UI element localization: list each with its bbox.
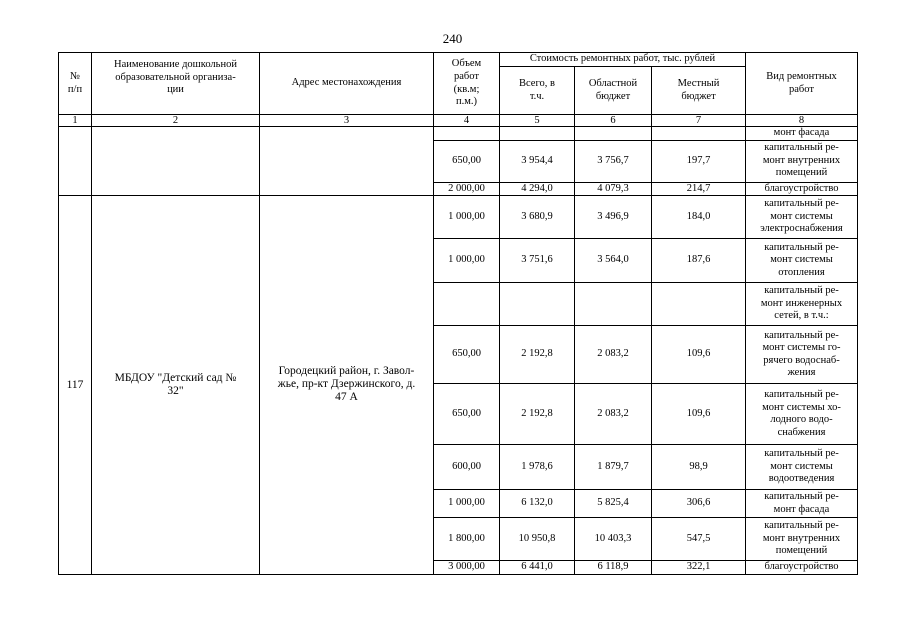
total-cell: 6 132,0 bbox=[500, 490, 575, 518]
local-cell: 98,9 bbox=[652, 445, 746, 490]
local-cell: 214,7 bbox=[652, 182, 746, 196]
volume-cell: 650,00 bbox=[434, 140, 500, 182]
work-type-cell: капитальный ре- монт системы отопления bbox=[746, 239, 858, 283]
volume-cell: 650,00 bbox=[434, 384, 500, 445]
regional-cell: 3 496,9 bbox=[575, 196, 652, 239]
col-number: 3 bbox=[260, 115, 434, 127]
volume-cell: 1 800,00 bbox=[434, 518, 500, 561]
work-type-cell: капитальный ре- монт системы го- рячего водоснаб- жения bbox=[746, 326, 858, 384]
total-cell: 10 950,8 bbox=[500, 518, 575, 561]
entry-address: Городецкий район, г. Завол- жье, пр-кт Дзержинского, д. 47 А bbox=[260, 196, 434, 575]
header-name: Наименование дошкольной образовательной организа- ции bbox=[92, 53, 260, 115]
total-cell: 3 954,4 bbox=[500, 140, 575, 182]
work-type-cell: капитальный ре- монт фасада bbox=[746, 490, 858, 518]
work-type-cell: капитальный ре- монт инженерных сетей, в т.ч.: bbox=[746, 283, 858, 326]
local-cell bbox=[652, 127, 746, 141]
prev-name-cell bbox=[92, 127, 260, 196]
total-cell bbox=[500, 127, 575, 141]
local-cell: 322,1 bbox=[652, 561, 746, 575]
regional-cell: 6 118,9 bbox=[575, 561, 652, 575]
work-type-cell: капитальный ре- монт внутренних помещений bbox=[746, 518, 858, 561]
work-type-cell: благоустройство bbox=[746, 182, 858, 196]
regional-cell: 5 825,4 bbox=[575, 490, 652, 518]
total-cell: 2 192,8 bbox=[500, 384, 575, 445]
header-local: Местный бюджет bbox=[652, 67, 746, 115]
local-cell: 547,5 bbox=[652, 518, 746, 561]
header-num: № п/п bbox=[59, 53, 92, 115]
work-type-cell: капитальный ре- монт внутренних помещений bbox=[746, 140, 858, 182]
total-cell: 3 680,9 bbox=[500, 196, 575, 239]
volume-cell bbox=[434, 127, 500, 141]
local-cell: 184,0 bbox=[652, 196, 746, 239]
page-number: 240 bbox=[442, 31, 463, 46]
col-number: 5 bbox=[500, 115, 575, 127]
repair-works-table bbox=[58, 52, 858, 575]
local-cell: 109,6 bbox=[652, 384, 746, 445]
regional-cell: 4 079,3 bbox=[575, 182, 652, 196]
regional-cell: 1 879,7 bbox=[575, 445, 652, 490]
volume-cell: 650,00 bbox=[434, 326, 500, 384]
total-cell: 3 751,6 bbox=[500, 239, 575, 283]
col-number: 6 bbox=[575, 115, 652, 127]
regional-cell bbox=[575, 283, 652, 326]
col-number: 2 bbox=[92, 115, 260, 127]
header-regional: Областной бюджет bbox=[575, 67, 652, 115]
entry-name: МБДОУ "Детский сад № 32" bbox=[92, 196, 260, 575]
entry-num: 117 bbox=[59, 196, 92, 575]
local-cell: 197,7 bbox=[652, 140, 746, 182]
regional-cell: 2 083,2 bbox=[575, 326, 652, 384]
header-address: Адрес местонахождения bbox=[260, 53, 434, 115]
col-number: 7 bbox=[652, 115, 746, 127]
total-cell: 2 192,8 bbox=[500, 326, 575, 384]
total-cell: 4 294,0 bbox=[500, 182, 575, 196]
total-cell bbox=[500, 283, 575, 326]
work-type-cell: монт фасада bbox=[746, 127, 858, 141]
table-row bbox=[59, 127, 858, 141]
header-work-type: Вид ремонтных работ bbox=[746, 53, 858, 115]
regional-cell: 10 403,3 bbox=[575, 518, 652, 561]
volume-cell: 1 000,00 bbox=[434, 196, 500, 239]
local-cell: 187,6 bbox=[652, 239, 746, 283]
total-cell: 1 978,6 bbox=[500, 445, 575, 490]
volume-cell: 3 000,00 bbox=[434, 561, 500, 575]
local-cell: 306,6 bbox=[652, 490, 746, 518]
local-cell bbox=[652, 283, 746, 326]
work-type-cell: капитальный ре- монт системы водоотведения bbox=[746, 445, 858, 490]
local-cell: 109,6 bbox=[652, 326, 746, 384]
volume-cell: 600,00 bbox=[434, 445, 500, 490]
regional-cell: 2 083,2 bbox=[575, 384, 652, 445]
table-row bbox=[59, 196, 858, 239]
work-type-cell: благоустройство bbox=[746, 561, 858, 575]
col-number: 1 bbox=[59, 115, 92, 127]
header-cost-group: Стоимость ремонтных работ, тыс. рублей bbox=[500, 53, 746, 67]
total-cell: 6 441,0 bbox=[500, 561, 575, 575]
work-type-cell: капитальный ре- монт системы электроснабжения bbox=[746, 196, 858, 239]
regional-cell: 3 564,0 bbox=[575, 239, 652, 283]
volume-cell: 2 000,00 bbox=[434, 182, 500, 196]
prev-address-cell bbox=[260, 127, 434, 196]
regional-cell bbox=[575, 127, 652, 141]
volume-cell: 1 000,00 bbox=[434, 490, 500, 518]
col-number: 4 bbox=[434, 115, 500, 127]
header-volume: Объем работ (кв.м; п.м.) bbox=[434, 53, 500, 115]
volume-cell: 1 000,00 bbox=[434, 239, 500, 283]
header-total: Всего, в т.ч. bbox=[500, 67, 575, 115]
volume-cell bbox=[434, 283, 500, 326]
prev-num-cell bbox=[59, 127, 92, 196]
col-number: 8 bbox=[746, 115, 858, 127]
regional-cell: 3 756,7 bbox=[575, 140, 652, 182]
work-type-cell: капитальный ре- монт системы хо- лодного водо- снабжения bbox=[746, 384, 858, 445]
